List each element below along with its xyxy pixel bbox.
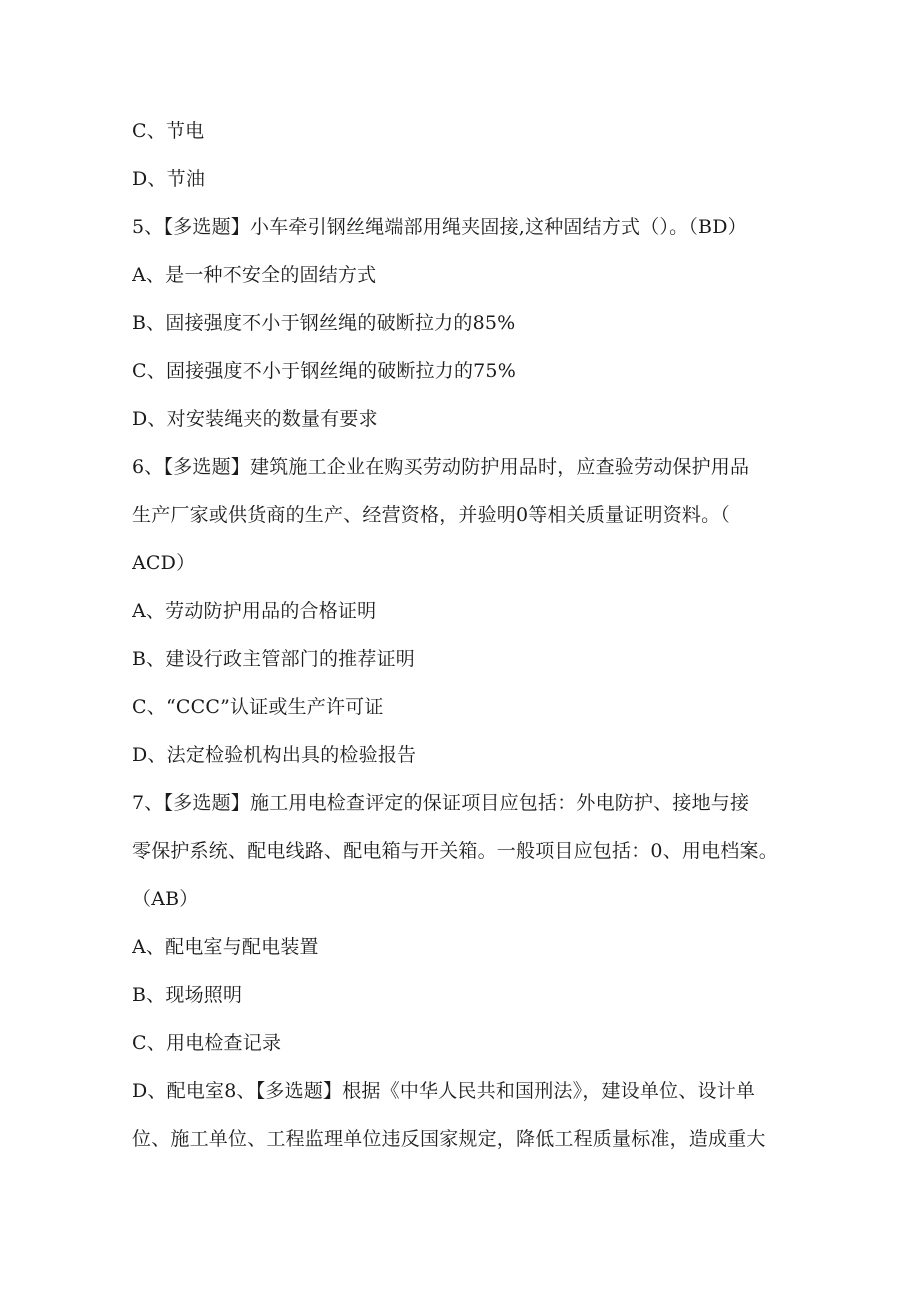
option-line: C、固接强度不小于钢丝绳的破断拉力的75% — [132, 360, 516, 382]
option-line: C、节电 — [132, 120, 205, 142]
question-line: （AB） — [132, 888, 199, 910]
question-line: D、配电室8、【多选题】根据《中华人民共和国刑法》，建设单位、设计单 — [132, 1080, 756, 1102]
option-line: C、用电检查记录 — [132, 1032, 282, 1054]
option-line: A、是一种不安全的固结方式 — [132, 264, 377, 286]
option-line: B、固接强度不小于钢丝绳的破断拉力的85% — [132, 312, 516, 334]
question-line: 位、施工单位、工程监理单位违反国家规定，降低工程质量标准，造成重大 — [132, 1128, 766, 1150]
option-line: D、节油 — [132, 168, 206, 190]
option-line: D、对安装绳夹的数量有要求 — [132, 408, 378, 430]
option-line: A、配电室与配电装置 — [132, 936, 319, 958]
question-line: 6、【多选题】建筑施工企业在购买劳动防护用品时，应查验劳动保护用品 — [132, 456, 750, 478]
question-line: 零保护系统、配电线路、配电箱与开关箱。一般项目应包括：0、用电档案。 — [132, 840, 778, 862]
option-line: D、法定检验机构出具的检验报告 — [132, 744, 417, 766]
option-line: B、建设行政主管部门的推荐证明 — [132, 648, 415, 670]
question-line: 5、【多选题】小车牵引钢丝绳端部用绳夹固接,这种固结方式（）。（BD） — [132, 216, 747, 238]
question-line: 7、【多选题】施工用电检查评定的保证项目应包括：外电防护、接地与接 — [132, 792, 750, 814]
question-line: ACD） — [132, 552, 196, 574]
question-line: 生产厂家或供货商的生产、经营资格，并验明0等相关质量证明资料。（ — [132, 504, 730, 526]
option-line: A、劳动防护用品的合格证明 — [132, 600, 377, 622]
option-line: B、现场照明 — [132, 984, 243, 1006]
option-line: C、“CCC”认证或生产许可证 — [132, 696, 384, 718]
